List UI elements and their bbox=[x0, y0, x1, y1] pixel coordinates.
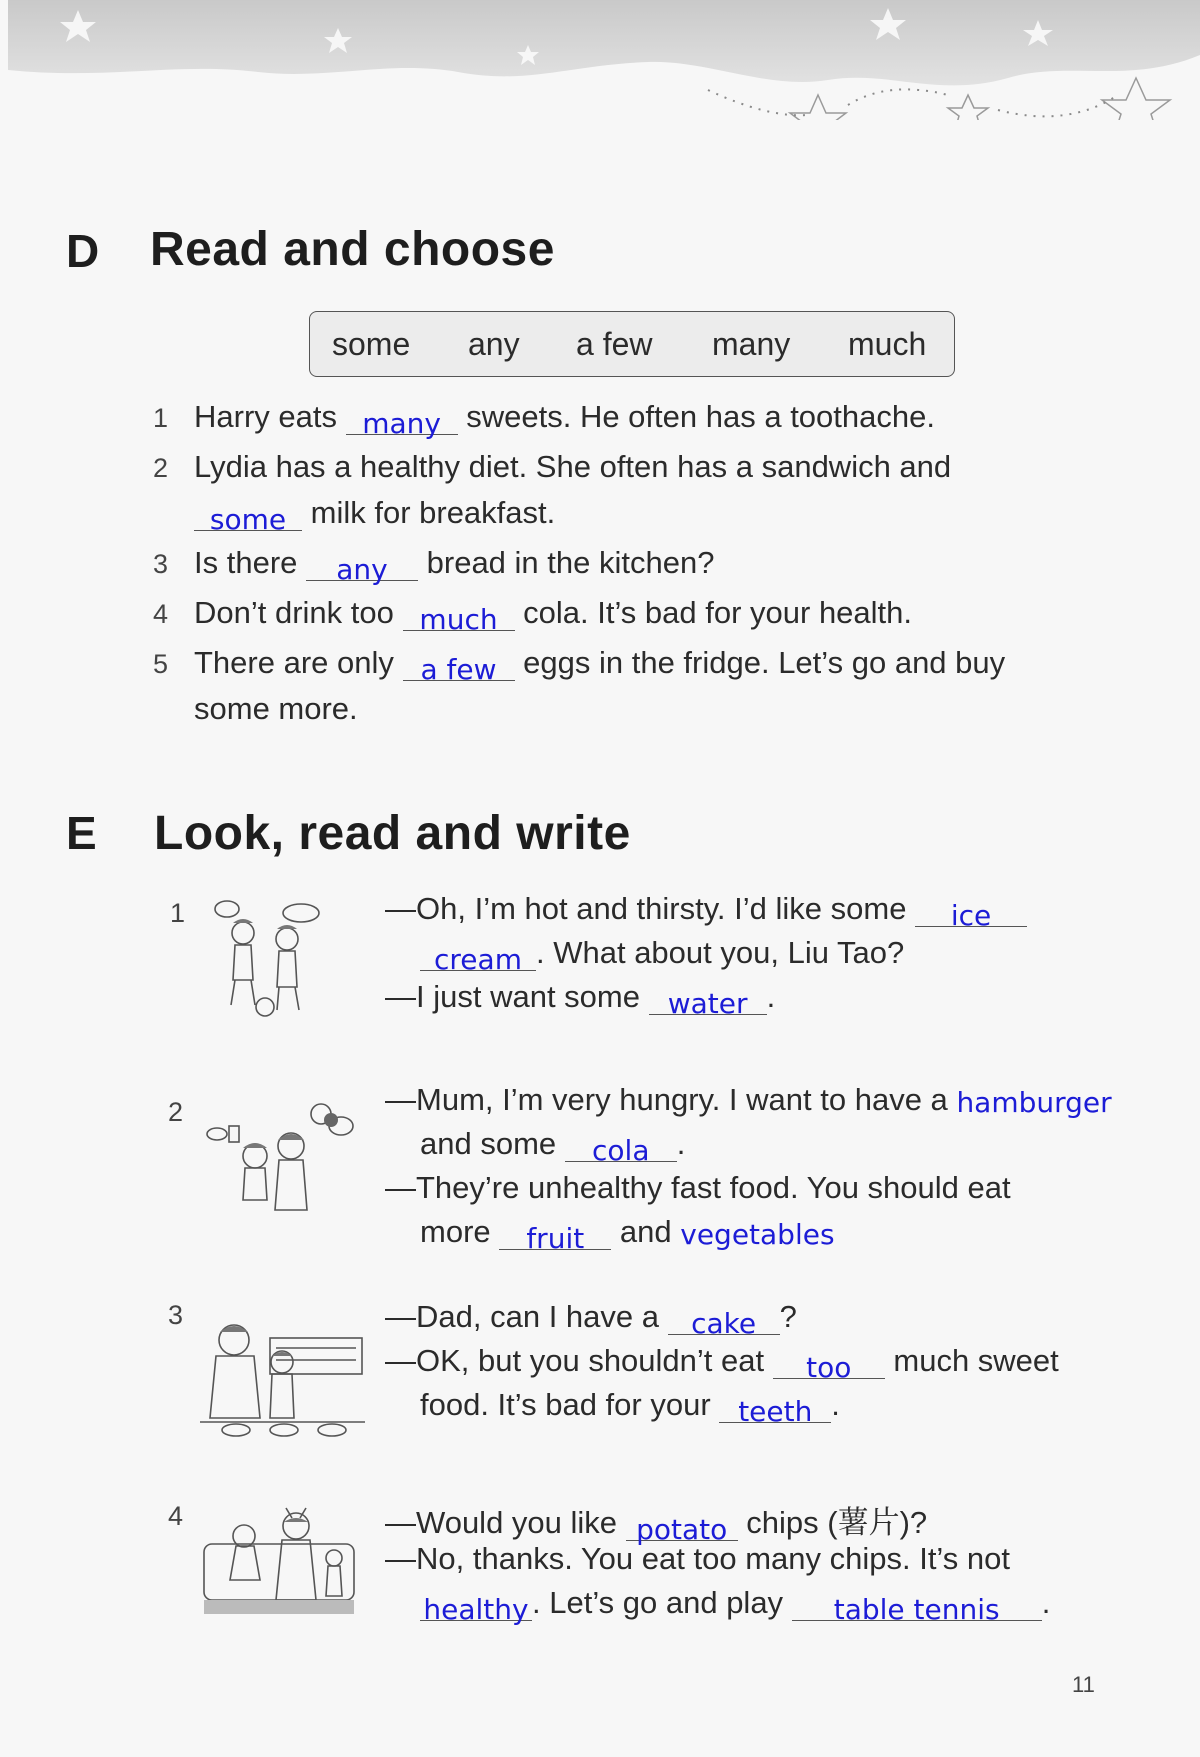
answer-blank[interactable]: cream bbox=[420, 936, 536, 971]
word-bank-item: some bbox=[332, 326, 411, 362]
dad-and-child-cake-shop-illustration bbox=[200, 1318, 365, 1443]
item-number: 3 bbox=[153, 549, 169, 579]
e-item-2-line-1: —Mum, I’m very hungry. I want to have a hamburger bbox=[385, 1082, 1112, 1119]
section-d-title: Read and choose bbox=[150, 223, 555, 276]
answer-blank[interactable]: some bbox=[194, 496, 302, 531]
word-bank-item: a few bbox=[576, 326, 653, 362]
e-item-4-line-1: —Would you like potato chips (薯片)? bbox=[385, 1505, 928, 1546]
e-item-4-line-3: healthy . Let’s go and play table tennis . bbox=[420, 1585, 1050, 1621]
answer-blank[interactable]: cola bbox=[565, 1127, 677, 1162]
item-number: 4 bbox=[168, 1501, 184, 1531]
e-item-1-line-1: —Oh, I’m hot and thirsty. I’d like some ice bbox=[385, 891, 1027, 927]
d-item-4: Don’t drink too much cola. It’s bad for your health. bbox=[194, 595, 913, 636]
word-bank-item: much bbox=[848, 326, 927, 362]
e-item-3-line-2: —OK, but you shouldn’t eat too much sweet bbox=[385, 1343, 1059, 1384]
answer-blank[interactable]: any bbox=[306, 546, 418, 581]
e-item-2-line-3: —They’re unhealthy fast food. You should eat bbox=[385, 1170, 1011, 1205]
cat-and-friends-sofa-illustration bbox=[200, 1500, 365, 1625]
answer-blank[interactable]: ice bbox=[915, 892, 1027, 927]
d-item-1: Harry eats many sweets. He often has a toothache. bbox=[194, 399, 935, 440]
answer-blank[interactable]: water bbox=[649, 980, 767, 1015]
answer-blank[interactable]: much bbox=[403, 596, 515, 631]
e-item-3-line-1: —Dad, can I have a cake ? bbox=[385, 1299, 797, 1340]
answer-blank[interactable]: healthy bbox=[420, 1586, 532, 1621]
item-number: 4 bbox=[153, 599, 169, 629]
decorative-star-banner bbox=[8, 0, 1200, 120]
item-number: 2 bbox=[153, 453, 169, 483]
e-item-1-line-2: cream . What about you, Liu Tao? bbox=[420, 935, 904, 971]
item-number: 2 bbox=[168, 1097, 184, 1127]
e-item-3-line-3: food. It’s bad for your teeth . bbox=[420, 1387, 840, 1428]
e-item-1-line-3: —I just want some water . bbox=[385, 979, 776, 1020]
answer-text: hamburger bbox=[956, 1086, 1112, 1119]
d-item-2-line-2: some milk for breakfast. bbox=[194, 495, 555, 531]
answer-blank[interactable]: fruit bbox=[499, 1215, 611, 1250]
e-item-2-line-4: more fruit and vegetables bbox=[420, 1214, 835, 1255]
word-bank-item: many bbox=[712, 326, 791, 362]
e-item-2-line-2: and some cola . bbox=[420, 1126, 686, 1167]
answer-blank[interactable]: teeth bbox=[719, 1388, 831, 1423]
answer-blank[interactable]: a few bbox=[403, 646, 515, 681]
item-number: 1 bbox=[153, 403, 169, 433]
section-e-letter: E bbox=[66, 807, 97, 859]
section-e-title: Look, read and write bbox=[154, 807, 631, 860]
item-number: 3 bbox=[168, 1300, 184, 1330]
e-item-4-line-2: —No, thanks. You eat too many chips. It’s not bbox=[385, 1541, 1010, 1576]
boys-football-illustration bbox=[205, 895, 370, 1020]
answer-blank[interactable]: cake bbox=[668, 1300, 780, 1335]
d-item-3: Is there any bread in the kitchen? bbox=[194, 545, 715, 586]
d-item-5-line-2: some more. bbox=[194, 691, 358, 726]
answer-blank[interactable]: potato bbox=[626, 1506, 738, 1541]
answer-blank[interactable]: table tennis bbox=[792, 1586, 1042, 1621]
item-number: 5 bbox=[153, 649, 169, 679]
word-bank-item: any bbox=[468, 326, 520, 362]
item-number: 1 bbox=[170, 898, 186, 928]
word-bank bbox=[309, 311, 955, 377]
answer-text: vegetables bbox=[680, 1218, 835, 1251]
answer-blank[interactable]: many bbox=[346, 400, 458, 435]
d-item-5-line-1: There are only a few eggs in the fridge. Let’s go and buy bbox=[194, 645, 1006, 686]
section-d-letter: D bbox=[66, 225, 100, 277]
d-item-2-line-1: Lydia has a healthy diet. She often has a sandwich and bbox=[194, 449, 952, 484]
page-number: 11 bbox=[1072, 1672, 1095, 1697]
answer-blank[interactable]: too bbox=[773, 1344, 885, 1379]
mum-and-child-fast-food-illustration bbox=[203, 1100, 368, 1225]
